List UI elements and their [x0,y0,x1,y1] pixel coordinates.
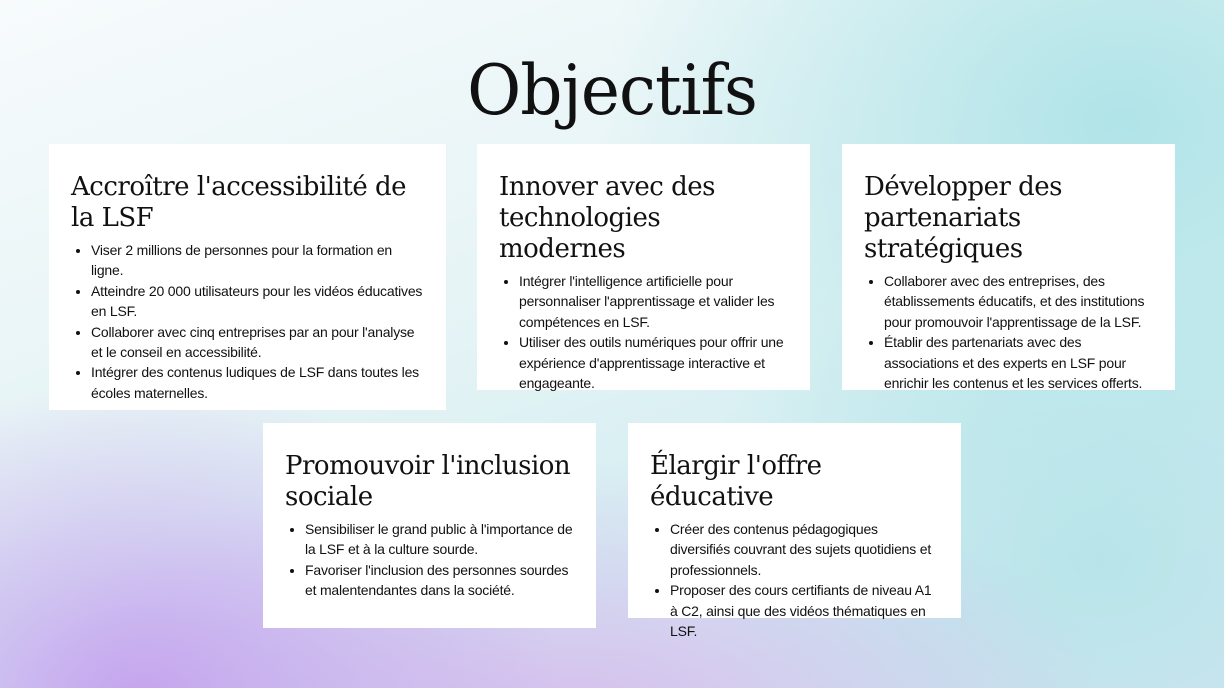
objective-card-inclusion [263,423,596,628]
card-heading: Innover avec des technologies modernes [499,172,715,264]
list-item: • Établir des partenariats avec des associations et des experts en LSF pour enrichir les contenus et les services offerts. [884,332,1153,393]
card-heading: Accroître l'accessibilité de la LSF [71,172,407,233]
list-item: • Intégrer des contenus ludiques de LSF dans toutes les écoles maternelles. [91,362,424,403]
card-list [71,240,424,403]
list-item: • Utiliser des outils numériques pour offrir une expérience d'apprentissage interactive et engageante. [519,332,788,393]
list-item: • Sensibiliser le grand public à l'importance de la LSF et à la culture sourde. [305,519,574,560]
list-item: • Proposer des cours certifiants de niveau A1 à C2, ainsi que des vidéos thématiques en LSF. [670,580,939,641]
card-list [285,519,574,601]
list-item: • Favoriser l'inclusion des personnes sourdes et malentendantes dans la société. [305,560,574,601]
list-item: • Créer des contenus pédagogiques diversifiés couvrant des sujets quotidiens et professionnels. [670,519,939,580]
objective-card-partnerships [842,144,1175,390]
card-list [650,519,939,641]
list-item: • Atteindre 20 000 utilisateurs pour les vidéos éducatives en LSF. [91,281,424,322]
list-item: • Collaborer avec des entreprises, des établissements éducatifs, et des institutions pour promouvoir l'apprentissage de la LSF. [884,271,1153,332]
objective-card-innovation [477,144,810,390]
card-heading: Développer des partenariats stratégiques [864,172,1063,264]
card-heading: Promouvoir l'inclusion sociale [285,451,571,512]
card-list [499,271,788,393]
list-item: • Collaborer avec cinq entreprises par an pour l'analyse et le conseil en accessibilité. [91,322,424,363]
list-item: • Viser 2 millions de personnes pour la formation en ligne. [91,240,424,281]
card-list [864,271,1153,393]
objective-card-education [628,423,961,640]
page-title: Objectifs [467,50,757,131]
objective-card-accessibility [49,144,446,410]
list-item: • Intégrer l'intelligence artificielle pour personnaliser l'apprentissage et valider les compétences en LSF. [519,271,788,332]
card-heading: Élargir l'offre éducative [650,451,822,512]
